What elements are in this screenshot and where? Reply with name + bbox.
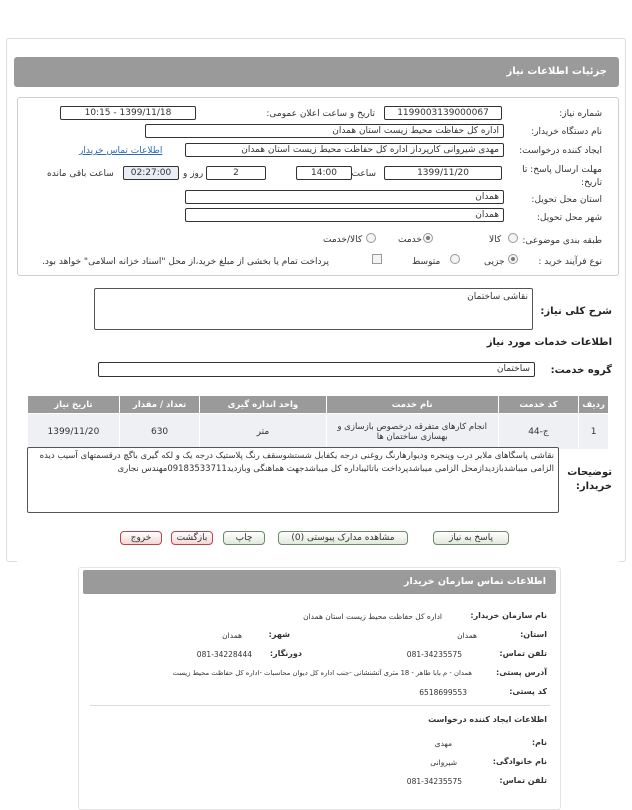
col-name: نام خدمت xyxy=(326,396,498,414)
contact-header xyxy=(83,570,556,594)
process-option-minor: جزیی xyxy=(484,257,505,267)
back-button[interactable]: بازگشت xyxy=(171,531,213,545)
category-option-service: خدمت xyxy=(398,235,422,245)
page-header xyxy=(14,57,619,87)
buyer-notes-field: نقاشی پاسگاهای ملایر درب وپنجره ودیوارهارنگ روغنی درجه یکفابل شستشوسقف رنگ پلاستیک درجه یک و لکه گیری باگچ درقسمتهای آسیب دیده الزامی میباشدبازدیدازمحل الزامی میباشدپرداخت باتائیباداره کل میباشدجهت هماهنگی وبازدید09183533711مهندس نجاری xyxy=(27,447,559,513)
deadline-date-field: 1399/11/20 xyxy=(384,166,502,180)
process-radio-medium[interactable] xyxy=(450,254,460,264)
days-label: روز و xyxy=(183,169,204,179)
need-number-field: 1199003139000067 xyxy=(384,106,502,120)
contact-phone-label: تلفن تماس: xyxy=(499,649,547,658)
province-label: استان محل تحویل: xyxy=(531,195,602,205)
contact-card xyxy=(78,567,561,810)
treasury-payment-checkbox[interactable] xyxy=(372,254,382,264)
creator-field: مهدی شیروانی کارپرداز اداره کل حفاظت محیط زیست استان همدان xyxy=(185,143,504,157)
contact-postal-label: کد پستی: xyxy=(509,687,547,696)
page-title: جزئیات اطلاعات نیاز xyxy=(506,66,607,77)
treasury-payment-note: پرداخت تمام یا بخشی از مبلغ خرید،از محل "اسناد خزانه اسلامی" خواهد بود. xyxy=(42,257,330,267)
announce-label: تاریخ و ساعت اعلان عمومی: xyxy=(266,109,375,119)
contact-org-label: نام سازمان خریدار: xyxy=(470,611,547,620)
creator-name-value: مهدی xyxy=(434,739,452,748)
buyer-contact-link[interactable]: اطلاعات تماس خریدار xyxy=(79,146,163,156)
days-field: 2 xyxy=(206,166,266,180)
contact-address-value: همدان - م بابا طاهر - 18 متری آتشنشانی -جنب اداره کل دیوان محاسبات -اداره کل حفاظت محیط زیست xyxy=(172,669,472,677)
print-button[interactable]: چاپ xyxy=(223,531,265,545)
col-unit: واحد اندازه گیری xyxy=(200,396,326,414)
contact-org-value: اداره کل حفاظت محیط زیست استان همدان xyxy=(303,612,442,621)
col-date: تاریخ نیاز xyxy=(28,396,120,414)
creator-family-label: نام خانوادگی: xyxy=(492,757,547,766)
reply-button[interactable]: پاسخ به نیاز xyxy=(433,531,509,545)
creator-label: ایجاد کننده درخواست: xyxy=(519,146,602,156)
contact-title: اطلاعات تماس سازمان خریدار xyxy=(403,576,546,587)
cell-qty: 630 xyxy=(119,414,199,450)
deadline-time-label: ساعت xyxy=(351,169,376,179)
buyer-org-field: اداره کل حفاظت محیط زیست استان همدان xyxy=(145,124,504,138)
category-radio-both[interactable] xyxy=(366,233,376,243)
view-documents-button[interactable]: مشاهده مدارک پیوستی (0) xyxy=(278,531,408,545)
col-qty: تعداد / مقدار xyxy=(119,396,199,414)
category-radio-service[interactable] xyxy=(423,233,433,243)
deadline-label: مهلت ارسال پاسخ: تا تاریخ: xyxy=(522,165,602,188)
buyer-org-label: نام دستگاه خریدار: xyxy=(531,127,602,137)
category-option-both: کالا/خدمت xyxy=(323,235,363,245)
contact-province-value: همدان xyxy=(457,631,477,640)
creator-phone-value: 081-34235575 xyxy=(406,777,462,786)
contact-fax-value: 081-34228444 xyxy=(196,650,252,659)
cell-name: انجام کارهای متفرقه درخصوص بازسازی و بهسازی ساختمان ها xyxy=(326,414,498,450)
announce-field: 1399/11/18 - 10:15 xyxy=(60,106,196,120)
cell-row: 1 xyxy=(579,414,609,450)
col-code: کد خدمت xyxy=(498,396,578,414)
contact-phone-value: 081-34235575 xyxy=(406,650,462,659)
cell-code: ج-44 xyxy=(498,414,578,450)
creator-name-label: نام: xyxy=(531,738,547,747)
province-field: همدان xyxy=(185,190,504,204)
service-group-label: گروه خدمت: xyxy=(550,365,612,376)
table-row xyxy=(28,414,609,450)
service-group-field: ساختمان xyxy=(98,362,535,377)
category-label: طبقه بندی موضوعی: xyxy=(522,236,602,246)
city-field: همدان xyxy=(185,208,504,222)
creator-section-title: اطلاعات ایجاد کننده درخواست xyxy=(428,715,547,724)
remaining-label: ساعت باقی مانده xyxy=(47,169,114,179)
city-label: شهر محل تحویل: xyxy=(536,213,602,223)
services-title: اطلاعات خدمات مورد نیاز xyxy=(486,337,612,348)
process-option-medium: متوسط xyxy=(412,257,441,267)
col-row: ردیف xyxy=(579,396,609,414)
contact-divider xyxy=(90,705,550,706)
need-number-label: شماره نیاز: xyxy=(559,109,602,119)
summary-field: نقاشی ساختمان xyxy=(94,288,533,330)
contact-province-label: استان: xyxy=(520,630,547,639)
contact-postal-value: 6518699553 xyxy=(419,688,467,697)
contact-address-label: آدرس پستی: xyxy=(496,668,547,677)
contact-fax-label: دورنگار: xyxy=(269,649,302,658)
contact-city-label: شهر: xyxy=(268,630,290,639)
deadline-time-field: 14:00 xyxy=(296,166,352,180)
contact-city-value: همدان xyxy=(222,631,242,640)
process-radio-minor[interactable] xyxy=(508,254,518,264)
creator-phone-label: تلفن تماس: xyxy=(499,776,547,785)
buyer-notes-label: توضیحات خریدار: xyxy=(567,467,612,492)
remaining-time-field: 02:27:00 xyxy=(123,166,179,180)
creator-family-value: شیروانی xyxy=(430,758,457,767)
exit-button[interactable]: خروج xyxy=(120,531,162,545)
process-label: نوع فرآیند خرید : xyxy=(538,257,602,267)
category-radio-goods[interactable] xyxy=(508,233,518,243)
cell-unit: متر xyxy=(200,414,326,450)
cell-date: 1399/11/20 xyxy=(28,414,120,450)
summary-label: شرح کلی نیاز: xyxy=(540,306,612,317)
category-option-goods: کالا xyxy=(489,235,502,245)
services-table xyxy=(27,395,609,450)
